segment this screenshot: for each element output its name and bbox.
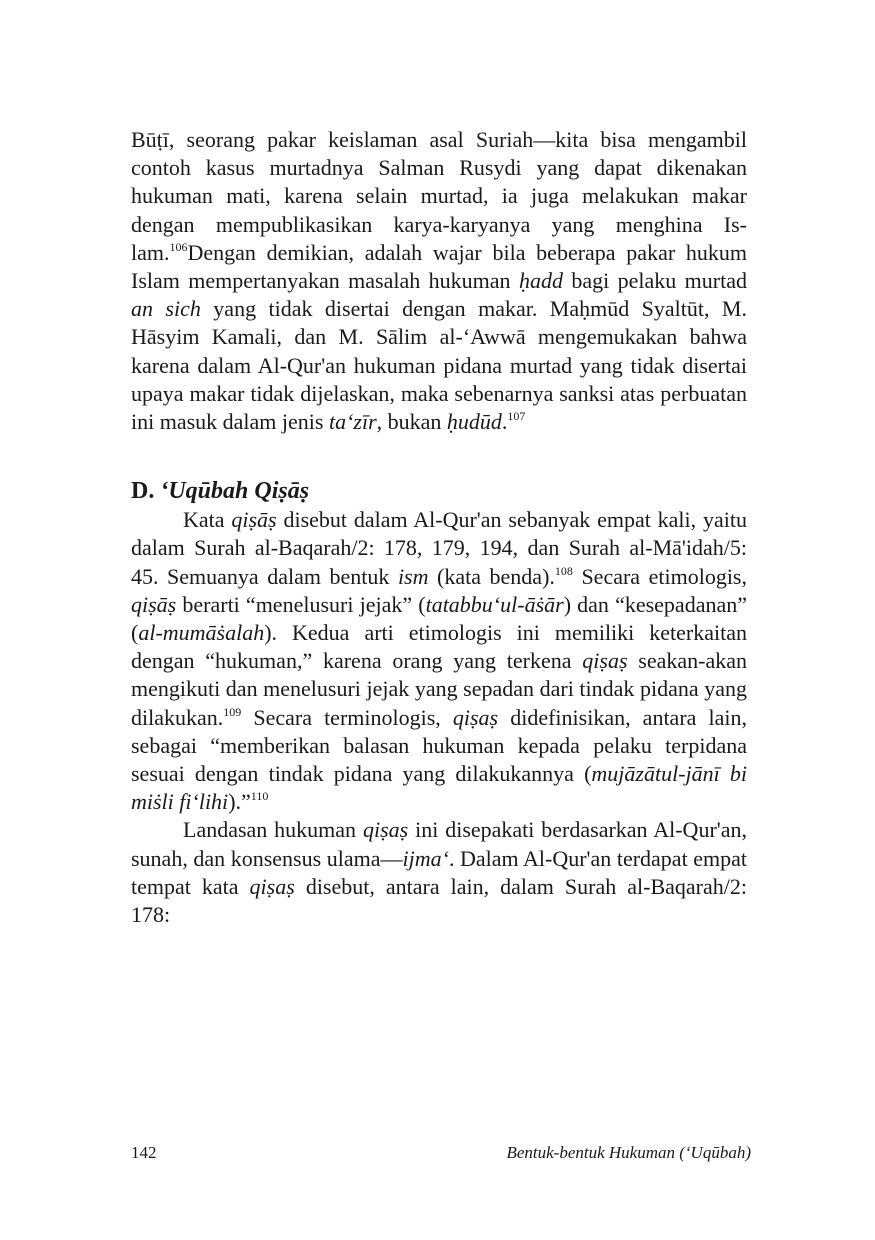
italic-term: qiṣaṣ [249, 873, 295, 899]
paragraph-3: Landasan hukuman qiṣaṣ ini disepakati berdasarkan Al-Qur'an, sunah, dan konsensus ulama—ijma‘. Dalam Al-Qur'an terdapat empat tempat kata qiṣaṣ disebut, antara lain, dalam Surah al-Baqarah/2: 178: [131, 817, 748, 928]
italic-term: ḥudūd [446, 409, 502, 435]
italic-term: qiṣāṣ [231, 507, 277, 533]
italic-term: qiṣaṣ [582, 648, 628, 674]
page-number: 142 [131, 1143, 157, 1162]
italic-term: qiṣaṣ [362, 817, 409, 843]
running-title: Bentuk-bentuk Hukuman (‘Uqūbah) [506, 1143, 751, 1162]
footnote-ref: 108 [554, 563, 573, 578]
footnote-ref: 107 [507, 409, 526, 424]
italic-term: mujāzātul-jānī bi miṡli fi‘lihi [131, 761, 747, 815]
italic-term: ḥadd [518, 268, 563, 294]
italic-term: qiṣāṣ [131, 591, 177, 617]
italic-term: ta‘zīr [328, 409, 377, 435]
footnote-ref: 110 [250, 789, 269, 804]
paragraph-2: Kata qiṣāṣ disebut dalam Al-Qur'an sebanyak empat kali, yaitu dalam Surah al-Baqarah/2: 178, 179, 194, dan Surah al-Mā'idah/5: 45. Semuanya dalam bentuk ism (kata benda).$^{108}$ Secara etimologis, qiṣāṣ berarti “menelusuri jejak” (tatabbu‘ul-āṡār) dan “kesepadanan” (al-mumāṡalah). Kedua arti etimologis ini memiliki keterkaitan dengan “hukuman,” karena orang yang terkena qiṣaṣ seakan-akan mengikuti dan menelusuri jejak yang sepadan dari tindak pidana yang dilakukan.$^{109}$ Secara terminologis, qiṣaṣ didefinisikan, antara lain, sebagai “memberikan balasan hukuman kepada pelaku terpidana sesuai dengan tindak pidana yang dilakukannya (mujāzātul-jānī bi miṡli fi‘lihi).”$^{110}$ [131, 507, 747, 815]
italic-term: ijma‘ [402, 845, 449, 871]
section-title: ‘Uqūbah Qiṣāṣ [160, 478, 310, 505]
italic-term: ism [397, 563, 429, 589]
italic-term: an sich [131, 296, 201, 322]
footnote-ref: 109 [223, 704, 242, 719]
page-body [131, 126, 747, 929]
italic-term: tatabbu‘ul-āṡār [425, 591, 564, 617]
italic-term: qiṣaṣ [452, 704, 499, 730]
paragraph-1: Būṭī, seorang pakar keislaman asal Suriah—kita bisa mengambil contoh kasus murtadnya Salman Rusydi yang dapat dikenakan hukuman mati, karena selain murtad, ia juga melakukan makar dengan mempublikasikan karya-karyanya yang menghina Islam.$^{106}$Dengan demikian, adalah wajar bila beberapa pakar hukum Islam mempertanyakan masalah hukuman ḥadd bagi pelaku murtad an sich yang tidak disertai dengan makar. Maḥmūd Syaltūt, M. Hāsyim Kamali, dan M. Sālim al-‘Awwā mengemukakan bahwa karena dalam Al-Qur'an hukuman pidana murtad yang tidak disertai upaya makar tidak dijelaskan, maka sebenarnya sanksi atas perbuatan ini masuk dalam jenis ta‘zīr, bukan ḥudūd.$^{107}$ [131, 127, 747, 435]
section-label: D. [131, 478, 155, 505]
italic-term: al-mumāṡalah [138, 620, 265, 646]
footnote-ref: 106 [169, 239, 188, 254]
page-footer [131, 1143, 751, 1163]
section-heading [131, 476, 747, 506]
